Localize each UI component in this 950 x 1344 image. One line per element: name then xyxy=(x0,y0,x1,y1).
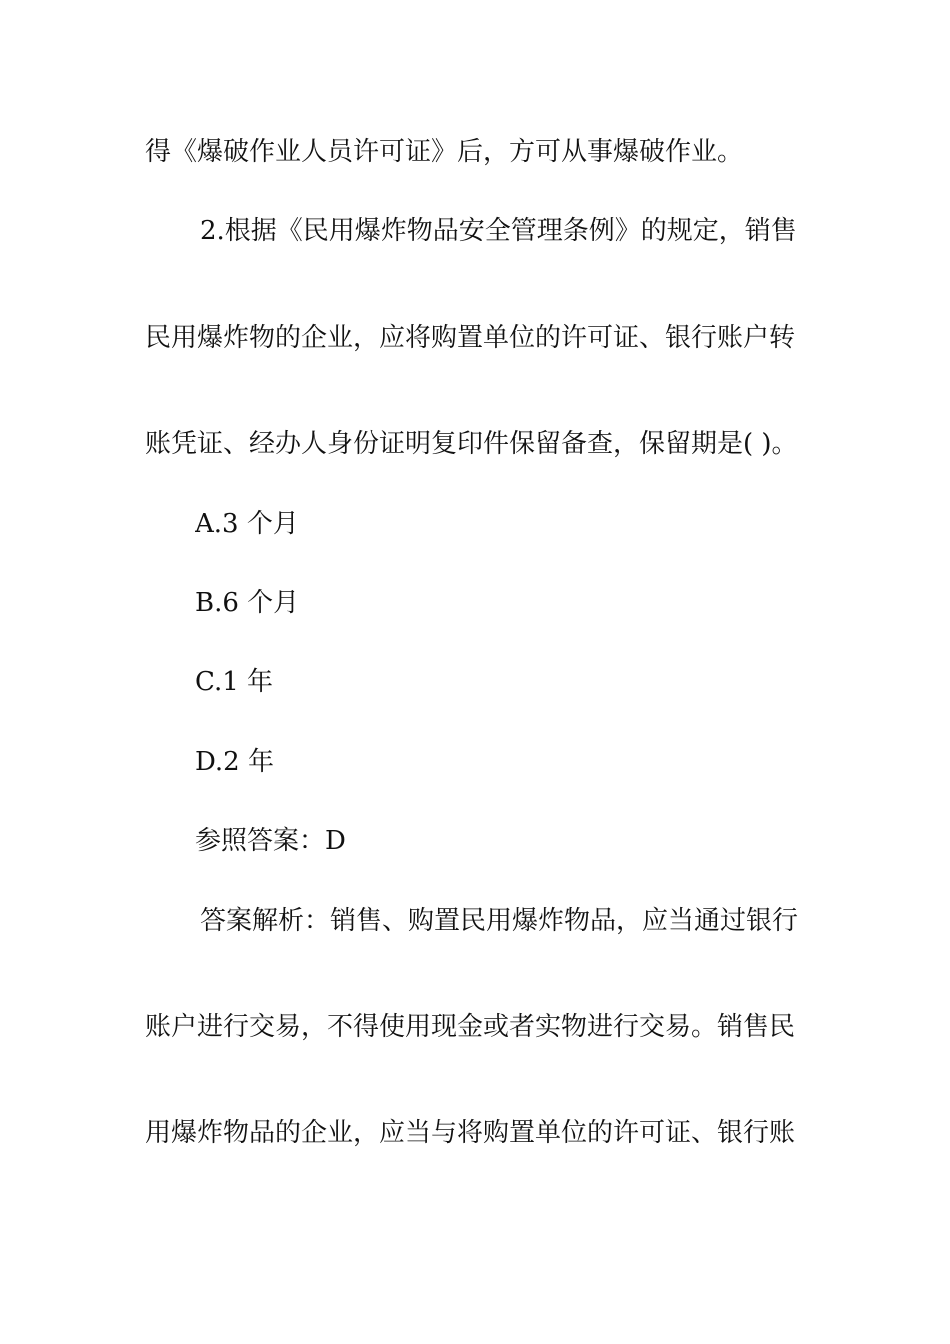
reference-answer: 参照答案：D xyxy=(195,826,346,856)
analysis-line: 答案解析：销售、购置民用爆炸物品，应当通过银行 xyxy=(200,906,799,936)
analysis-line: 账户进行交易，不得使用现金或者实物进行交易。销售民 xyxy=(145,1012,796,1042)
question-line: 民用爆炸物的企业，应将购置单位的许可证、银行账户转 xyxy=(145,323,796,353)
question-line: 2.根据《民用爆炸物品安全管理条例》的规定，销售 xyxy=(200,216,797,246)
analysis-line: 用爆炸物品的企业，应当与将购置单位的许可证、银行账 xyxy=(145,1118,796,1148)
option-d: D.2 年 xyxy=(195,747,274,777)
option-b: B.6 个月 xyxy=(195,588,300,618)
paragraph-line: 得《爆破作业人员许可证》后，方可从事爆破作业。 xyxy=(145,137,744,167)
option-c: C.1 年 xyxy=(195,667,274,697)
option-a: A.3 个月 xyxy=(195,509,299,539)
question-line: 账凭证、经办人身份证明复印件保留备查，保留期是( )。 xyxy=(145,429,798,459)
